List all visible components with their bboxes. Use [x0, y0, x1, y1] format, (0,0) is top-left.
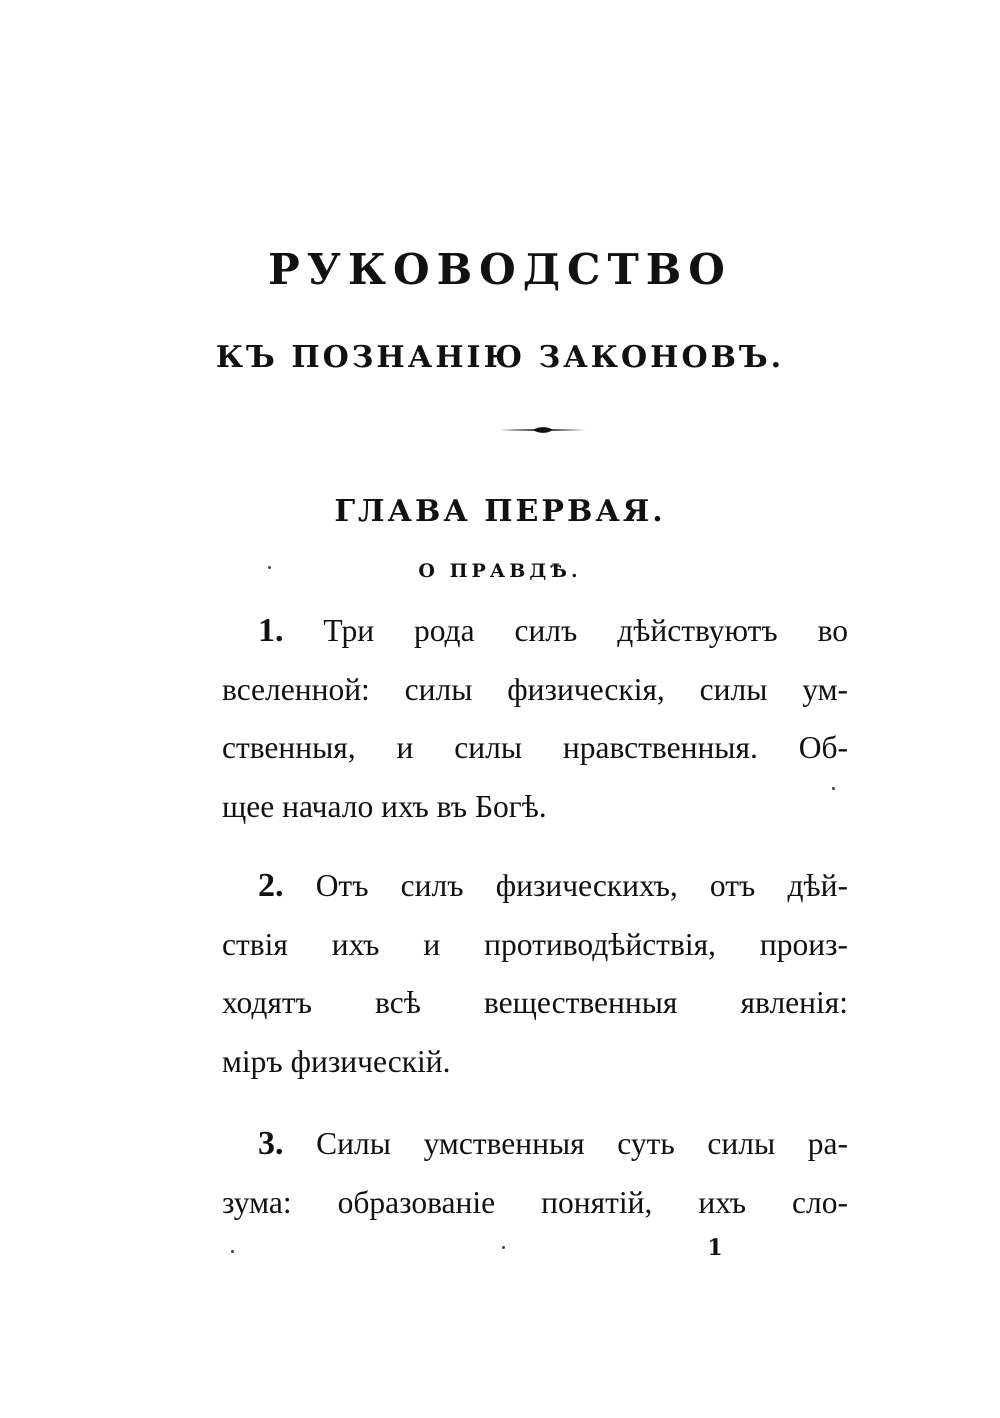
paragraph-line: ходятъ всѣ вещественныя явленія: [222, 985, 848, 1020]
paragraph-line: ственныя, и силы нравственныя. Об- [222, 730, 848, 765]
page-number: 1 [707, 1235, 723, 1261]
section-title: О ПРАВДѢ. [418, 560, 582, 582]
paragraph-2 [222, 857, 848, 1091]
book-subtitle: КЪ ПОЗНАНІЮ ЗАКОНОВЪ. [215, 340, 785, 375]
book-title: РУКОВОДСТВО [268, 245, 732, 294]
paragraph-line [222, 602, 848, 661]
print-speck [268, 566, 271, 569]
print-speck [231, 1250, 234, 1253]
print-speck [832, 787, 835, 790]
paragraph-text: Отъ силъ физическихъ, отъ дѣй- [315, 868, 848, 903]
paragraph-number: 1. [258, 612, 284, 649]
paragraph-line [222, 1115, 848, 1174]
paragraph-line: зума: образованіе понятій, ихъ сло- [222, 1184, 848, 1220]
paragraph-text: Силы умственныя суть силы ра- [316, 1126, 849, 1161]
divider-ornament [498, 422, 588, 438]
paragraph-1 [222, 602, 848, 836]
paragraph-line: вселенной: силы физическія, силы ум- [222, 671, 848, 707]
paragraph-line: міръ физическій. [222, 1043, 451, 1079]
paragraph-3 [222, 1115, 848, 1232]
paragraph-number: 2. [258, 867, 284, 904]
print-speck [502, 1246, 505, 1249]
paragraph-number: 3. [258, 1125, 284, 1162]
paragraph-line: щее начало ихъ въ Богѣ. [222, 788, 547, 824]
paragraph-line: ствія ихъ и противодѣйствія, произ- [222, 926, 848, 962]
chapter-heading: ГЛАВА ПЕРВАЯ. [334, 494, 666, 529]
paragraph-line [222, 857, 848, 916]
paragraph-text: Три рода силъ дѣйствуютъ во [323, 613, 848, 648]
